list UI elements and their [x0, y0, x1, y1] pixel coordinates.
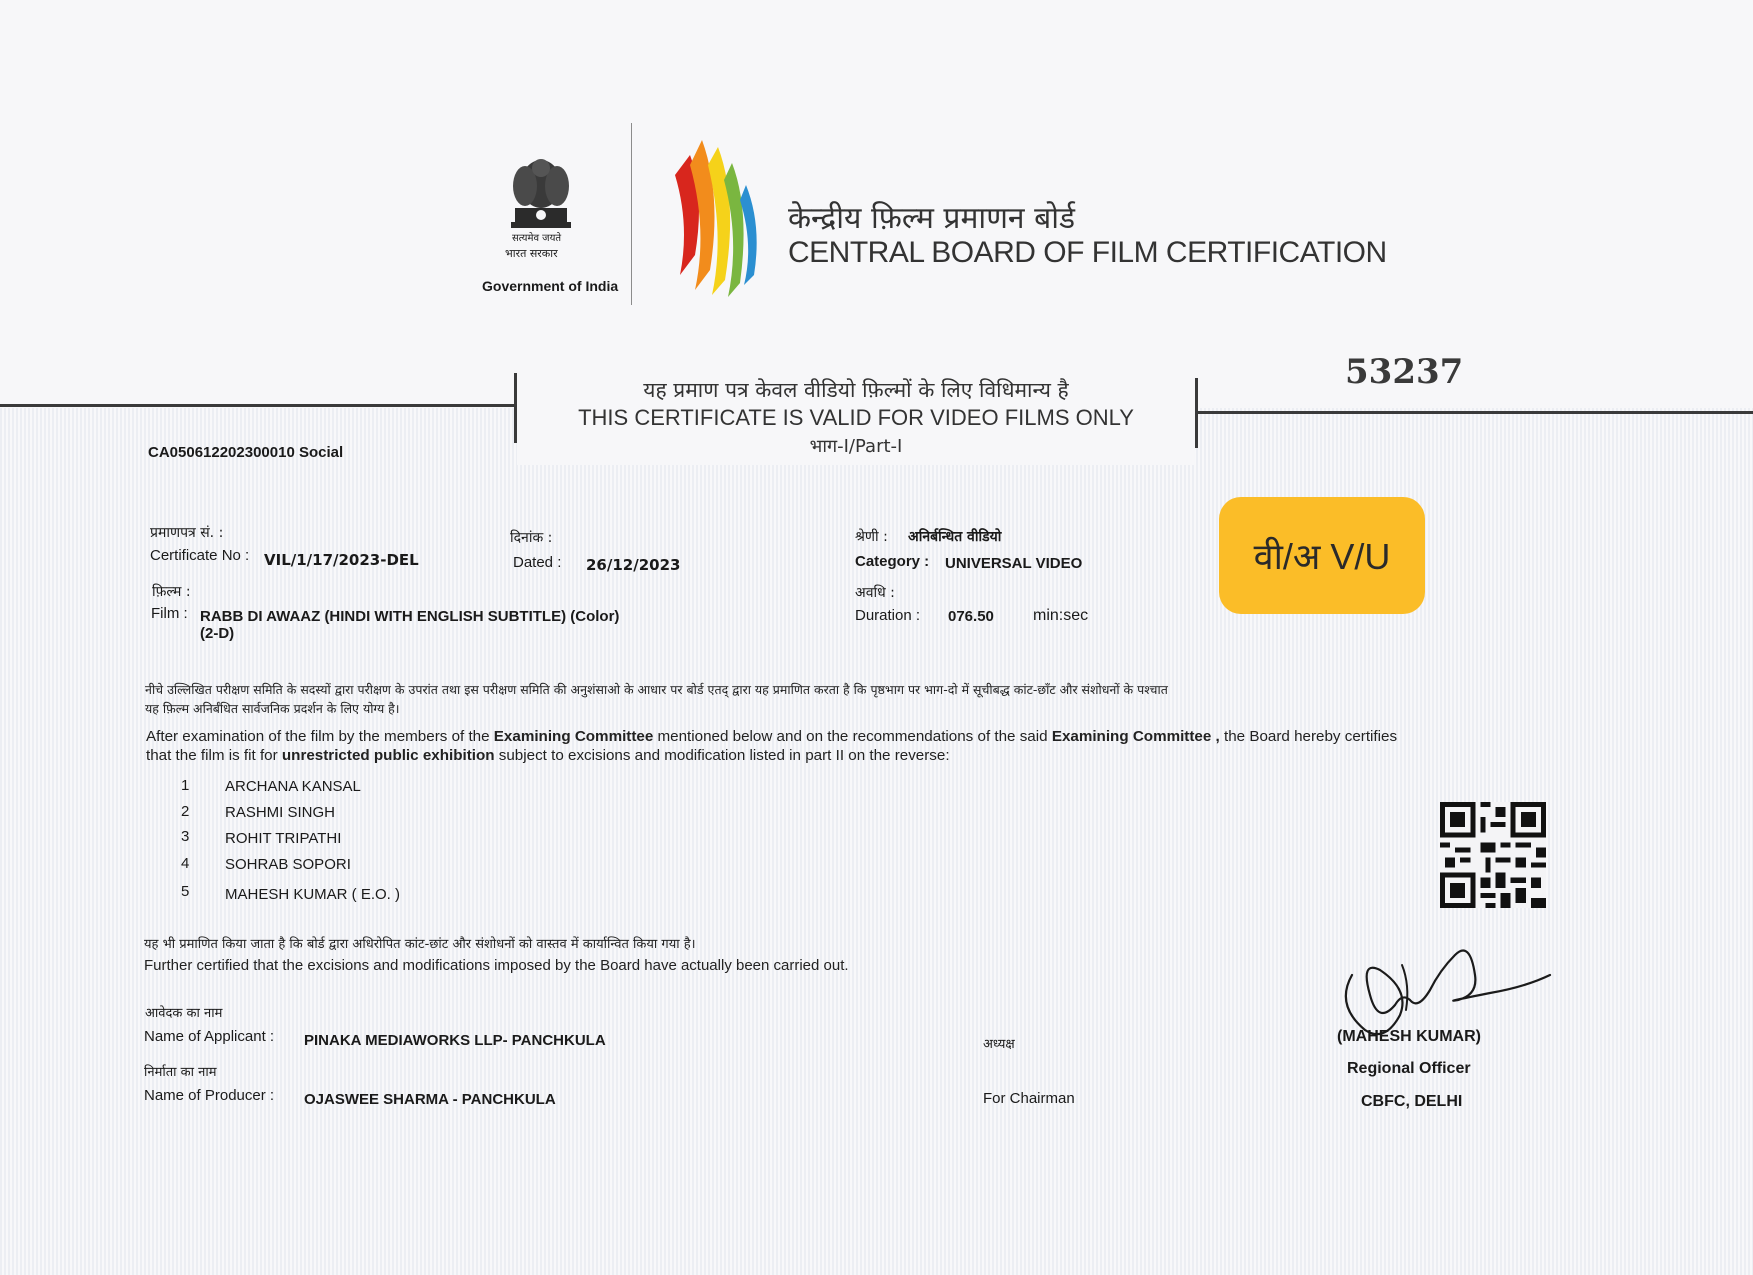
signatory-office: CBFC, DELHI: [1361, 1093, 1463, 1110]
certification-hindi-line2: यह फ़िल्म अनिर्बंधित सार्वजनिक प्रदर्शन के लिए योग्य है।: [145, 701, 400, 716]
chairman-english: For Chairman: [983, 1090, 1075, 1107]
bracket-right: [1195, 378, 1198, 448]
rule-right: [1195, 411, 1753, 414]
board-name-hindi: केन्द्रीय फ़िल्म प्रमाणन बोर्ड: [788, 201, 1076, 236]
producer-label-hindi: निर्माता का नाम: [144, 1065, 217, 1080]
cbfc-logo-icon: [670, 135, 780, 300]
government-hindi: भारत सरकार: [505, 247, 558, 260]
member-name: SOHRAB SOPORI: [225, 856, 351, 873]
category-value-hindi: अनिर्बन्धित वीडियो: [908, 529, 1002, 545]
further-certified-english: Further certified that the excisions and modifications imposed by the Board have actually been carried out.: [144, 957, 849, 974]
duration-unit: min:sec: [1033, 607, 1089, 624]
member-number: 4: [181, 855, 190, 872]
cert-text-part: the Board hereby certifies: [1219, 728, 1398, 745]
member-name: RASHMI SINGH: [225, 804, 336, 821]
cert-text-part: After examination of the film by the members of the: [146, 728, 494, 745]
film-title: RABB DI AWAAZ (HINDI WITH ENGLISH SUBTITLE) (Color): [200, 608, 620, 625]
reference-number: CA050612202300010 Social: [148, 444, 344, 461]
producer-label: Name of Producer :: [144, 1087, 275, 1104]
validity-english: THIS CERTIFICATE IS VALID FOR VIDEO FILMS ONLY: [578, 405, 1134, 430]
header-divider: [631, 123, 632, 305]
certificate-no-value: VIL/1/17/2023-DEL: [264, 551, 419, 569]
certification-english-line2: [146, 747, 950, 764]
signature: [1340, 935, 1555, 1040]
emblem-motto: सत्यमेव जयते: [512, 233, 562, 244]
cert-text-bold: Examining Committee ,: [1051, 728, 1220, 745]
chairman-hindi: अध्यक्ष: [983, 1037, 1015, 1052]
certification-english-line1: [146, 728, 1397, 745]
film-format: (2-D): [200, 625, 235, 642]
cert-text-part: that the film is fit for: [146, 747, 282, 764]
member-name: ARCHANA KANSAL: [225, 778, 361, 795]
duration-value: 076.50: [948, 608, 994, 625]
member-name: ROHIT TRIPATHI: [225, 830, 342, 847]
certificate-no-label-hindi: प्रमाणपत्र सं. :: [150, 525, 224, 541]
certificate-no-label: Certificate No :: [150, 547, 250, 564]
validity-hindi: यह प्रमाण पत्र केवल वीडियो फ़िल्मों के लिए विधिमान्य है: [643, 378, 1069, 402]
board-name-english: CENTRAL BOARD OF FILM CERTIFICATION: [788, 236, 1387, 269]
applicant-label: Name of Applicant :: [144, 1028, 275, 1045]
category-label-hindi: श्रेणी :: [855, 529, 888, 545]
member-name: MAHESH KUMAR ( E.O. ): [225, 886, 401, 903]
cert-text-bold: Examining Committee: [493, 728, 654, 745]
date-label-hindi: दिनांक :: [510, 530, 553, 546]
cert-text-part: subject to excisions and modification listed in part II on the reverse:: [494, 747, 950, 764]
member-number: 2: [181, 803, 190, 820]
applicant-value: PINAKA MEDIAWORKS LLP- PANCHKULA: [304, 1032, 606, 1049]
film-label: Film :: [151, 605, 188, 622]
film-label-hindi: फ़िल्म :: [152, 584, 191, 600]
certification-hindi-line1: नीचे उल्लिखित परीक्षण समिति के सदस्यों द्वारा परीक्षण के उपरांत तथा इस परीक्षण समिति की अनुशंसाओ के आधार पर बोर्ड एतद् द्वारा यह प्रमाणित करता है कि पृष्ठभाग पर भाग-दो में सूचीबद्ध कांट-छाँट और संशोधनों के पश्चात: [145, 682, 1168, 697]
signatory-title: Regional Officer: [1347, 1060, 1471, 1077]
duration-label: Duration :: [855, 607, 921, 624]
category-label: Category :: [855, 553, 930, 570]
duration-label-hindi: अवधि :: [855, 585, 895, 601]
signatory-name: (MAHESH KUMAR): [1337, 1028, 1481, 1045]
cert-text-bold: unrestricted public exhibition: [281, 747, 495, 764]
validity-part: भाग-I/Part-I: [809, 436, 903, 457]
member-number: 5: [181, 883, 190, 900]
cert-text-part: mentioned below and on the recommendations of the said: [653, 728, 1052, 745]
producer-value: OJASWEE SHARMA - PANCHKULA: [304, 1091, 556, 1108]
member-number: 1: [181, 777, 190, 794]
qr-code-icon: [1440, 802, 1546, 908]
date-label: Dated :: [513, 554, 562, 571]
further-certified-hindi: यह भी प्रमाणित किया जाता है कि बोर्ड द्वारा अधिरोपित कांट-छांट और संशोधनों को वास्तव में कार्यान्वित किया गया है।: [144, 937, 696, 952]
applicant-label-hindi: आवेदक का नाम: [145, 1006, 223, 1021]
rating-badge: वी/अ V/U: [1219, 497, 1425, 614]
government-english: Government of India: [482, 278, 619, 294]
category-value: UNIVERSAL VIDEO: [945, 555, 1083, 572]
serial-number: 53237: [1345, 352, 1464, 392]
member-number: 3: [181, 828, 190, 845]
date-value: 26/12/2023: [586, 556, 681, 574]
rule-left: [0, 404, 516, 407]
